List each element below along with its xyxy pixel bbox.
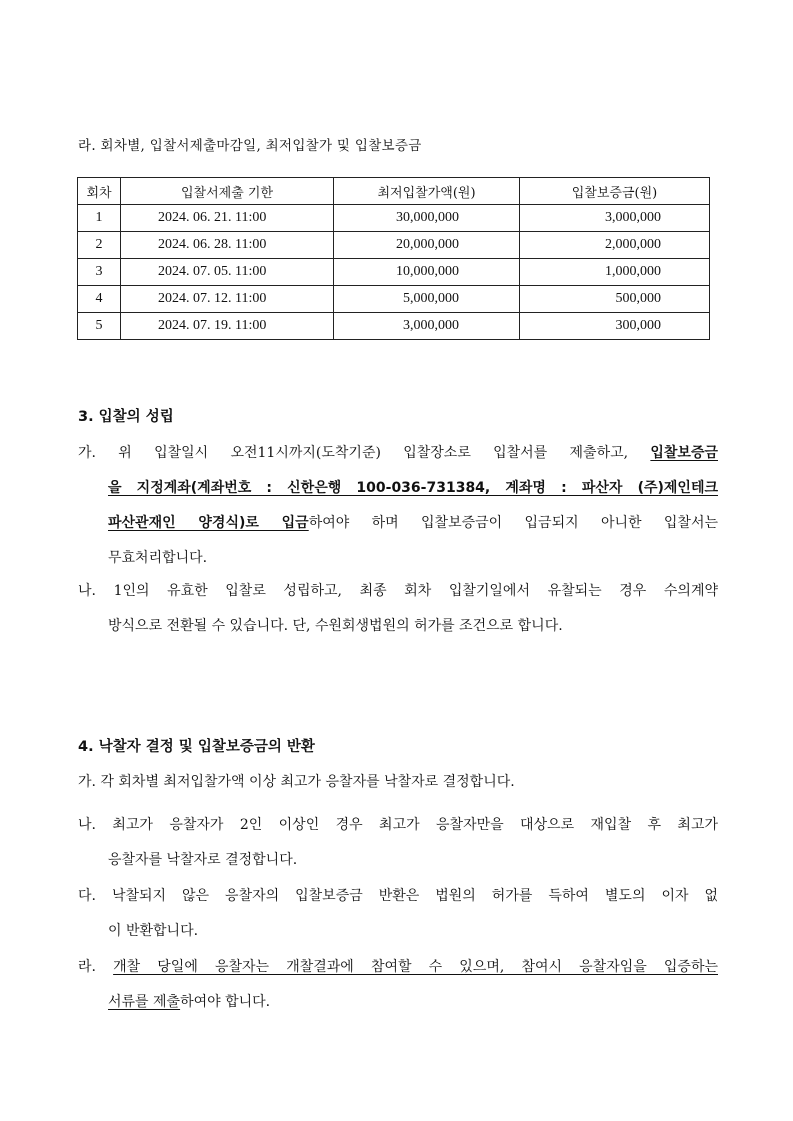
cell-min-bid: 10,000,000 [334, 259, 520, 286]
cell-round: 2 [78, 232, 121, 259]
ra-line-1-underlined: 개찰 당일에 응찰자는 개찰결과에 참여할 수 있으며, 참여시 응찰자임을 입증하는 [113, 959, 718, 975]
ga-line-1-emphasis: 입찰보증금 [650, 445, 718, 461]
cell-round: 4 [78, 286, 121, 313]
ga-line-2-emphasis: 을 지정계좌(계좌번호 : 신한은행 100-036-731384, 계좌명 : 파산자 (주)제인테크 [108, 480, 718, 496]
section-3-na-line-1: 나. 1인의 유효한 입찰로 성립하고, 최종 회차 입찰기일에서 유찰되는 경우 수의계약 [78, 583, 718, 599]
section-4-na-line-1: 나. 최고가 응찰자가 2인 이상인 경우 최고가 응찰자만을 대상으로 재입찰 후 최고가 [78, 817, 718, 833]
section-3-item-ga [78, 436, 718, 576]
cell-round: 1 [78, 205, 121, 232]
section-4-ga-line-1: 가. 각 회차별 최저입찰가액 이상 최고가 응찰자를 낙찰자로 결정합니다. [78, 774, 515, 790]
section-4-item-da [78, 879, 718, 949]
bid-schedule-table [77, 177, 710, 340]
table-row [78, 232, 710, 259]
cell-deposit: 1,000,000 [520, 259, 710, 286]
section-3-ga-line-2 [78, 471, 718, 506]
cell-deadline: 2024. 07. 19. 11:00 [121, 313, 334, 340]
cell-min-bid: 30,000,000 [334, 205, 520, 232]
cell-round: 5 [78, 313, 121, 340]
table-row [78, 205, 710, 232]
cell-deadline: 2024. 07. 12. 11:00 [121, 286, 334, 313]
ra-line-2-text: 하여야 합니다. [180, 994, 271, 1010]
ga-line-3-emphasis: 파산관재인 양경식)로 입금 [108, 515, 309, 531]
cell-deadline: 2024. 06. 21. 11:00 [121, 205, 334, 232]
section-4-da-line-2: 이 반환합니다. [108, 923, 199, 939]
section-3-title: 3. 입찰의 성립 [78, 409, 174, 425]
section-4-ra-line-2 [78, 985, 718, 1020]
section-3-na-line-2: 방식으로 전환될 수 있습니다. 단, 수원회생법원의 허가를 조건으로 합니다. [108, 618, 563, 634]
table-row [78, 313, 710, 340]
ga-line-1-text: 가. 위 입찰일시 오전11시까지(도착기준) 입찰장소로 입찰서를 제출하고, [78, 445, 651, 461]
cell-deposit: 3,000,000 [520, 205, 710, 232]
cell-min-bid: 5,000,000 [334, 286, 520, 313]
section-4-item-na [78, 808, 718, 878]
section-3-item-na [78, 574, 718, 644]
column-header-min-bid: 최저입찰가액(원) [334, 178, 520, 205]
column-header-round: 회차 [78, 178, 121, 205]
table-row [78, 286, 710, 313]
subsection-heading: 라. 회차별, 입찰서제출마감일, 최저입찰가 및 입찰보증금 [78, 138, 422, 154]
section-3-ga-line-4: 무효처리합니다. [108, 550, 208, 566]
section-4-title: 4. 낙찰자 결정 및 입찰보증금의 반환 [78, 739, 315, 755]
table-row [78, 259, 710, 286]
section-3-ga-line-3 [78, 506, 718, 541]
column-header-deposit: 입찰보증금(원) [520, 178, 710, 205]
cell-deadline: 2024. 06. 28. 11:00 [121, 232, 334, 259]
section-3-ga-line-1 [78, 436, 718, 471]
cell-deposit: 500,000 [520, 286, 710, 313]
section-4-ra-line-1 [78, 950, 718, 985]
ra-line-2-underlined: 서류를 제출 [108, 994, 181, 1010]
cell-min-bid: 20,000,000 [334, 232, 520, 259]
cell-deadline: 2024. 07. 05. 11:00 [121, 259, 334, 286]
ra-prefix: 라. [78, 959, 114, 975]
table-header-row [78, 178, 710, 205]
cell-deposit: 2,000,000 [520, 232, 710, 259]
section-4-item-ra [78, 950, 718, 1020]
section-4-na-line-2: 응찰자를 낙찰자로 결정합니다. [108, 852, 298, 868]
cell-round: 3 [78, 259, 121, 286]
ga-line-3-text: 하여야 하며 입찰보증금이 입금되지 아니한 입찰서는 [308, 515, 718, 531]
cell-min-bid: 3,000,000 [334, 313, 520, 340]
cell-deposit: 300,000 [520, 313, 710, 340]
section-4-item-ga [78, 765, 718, 800]
section-4-da-line-1: 다. 낙찰되지 않은 응찰자의 입찰보증금 반환은 법원의 허가를 득하여 별도의 이자 없 [78, 888, 718, 904]
column-header-deadline: 입찰서제출 기한 [121, 178, 334, 205]
